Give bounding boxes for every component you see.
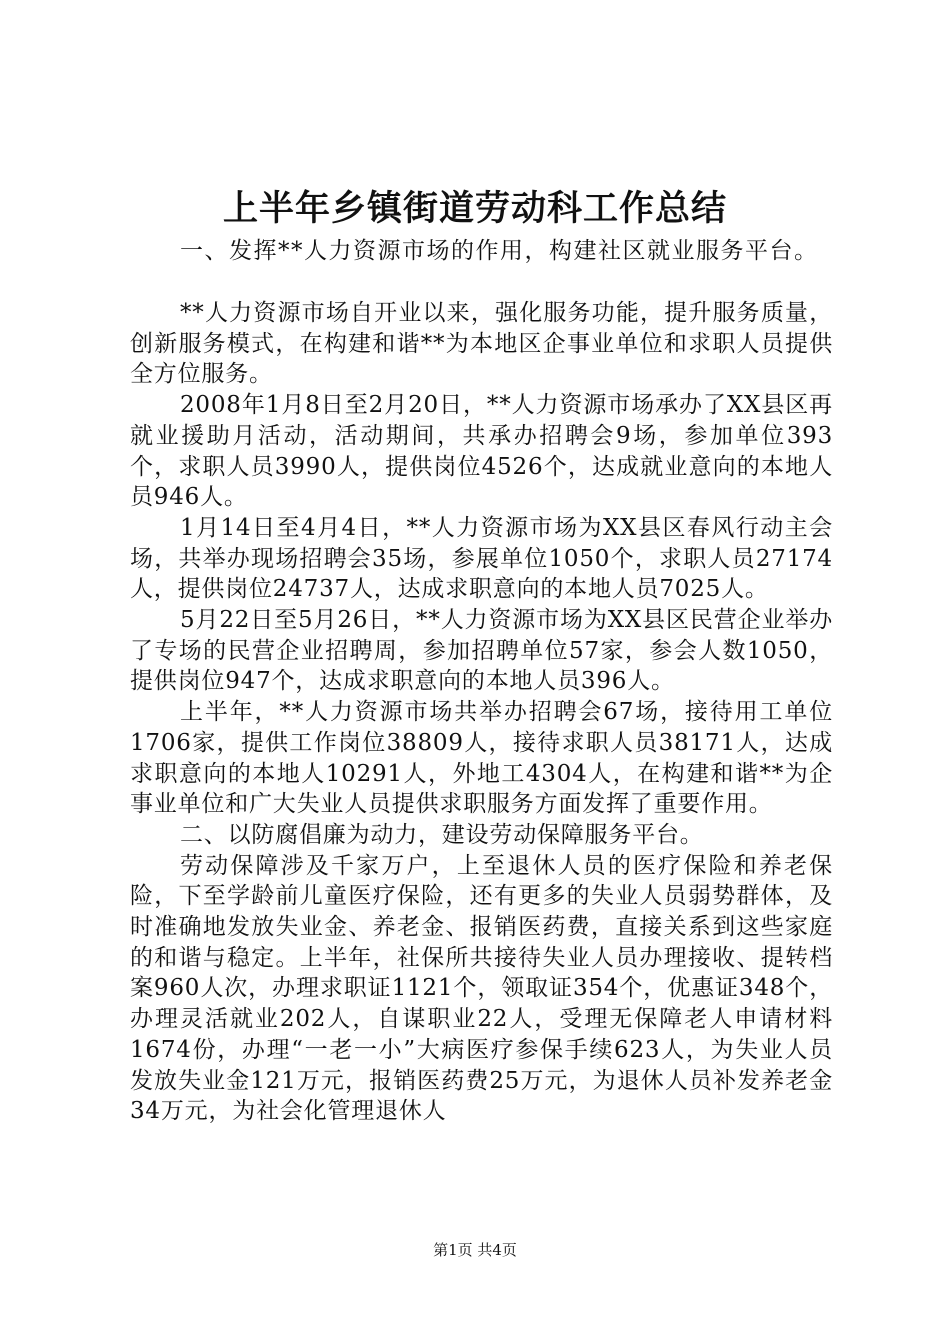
paragraph-assistance-month: 2008年1月8日至2月20日，**人力资源市场承办了XX县区再就业援助月活动，活动期间，共承办招聘会9场，参加单位393个，求职人员3990人，提供岗位4526个，达成就业意向的本地人员946人。 — [130, 392, 833, 511]
paragraph-intro: **人力资源市场自开业以来，强化服务功能，提升服务质量，创新服务模式，在构建和谐**为本地区企事业单位和求职人员提供全方位服务。 — [130, 300, 833, 388]
document-body — [130, 298, 833, 1127]
paragraph-private-enterprise-week: 5月22日至5月26日，**人力资源市场为XX县区民营企业举办了专场的民营企业招聘周，参加招聘单位57家，参会人数1050，提供岗位947个，达成求职意向的本地人员396人。 — [130, 607, 833, 695]
paragraph-spring-action: 1月14日至4月4日，**人力资源市场为XX县区春风行动主会场，共举办现场招聘会35场，参展单位1050个，求职人员27174人，提供岗位24737人，达成求职意向的本地人员7025人。 — [130, 514, 833, 603]
paragraph-half-year-summary: 上半年，**人力资源市场共举办招聘会67场，接待用工单位1706家，提供工作岗位38809人，接待求职人员38171人，达成求职意向的本地人10291人，外地工4304人，在构建和谐**为企事业单位和广大失业人员提供求职服务方面发挥了重要作用。 — [130, 699, 833, 818]
page-footer: 第1页 共4页 — [433, 1241, 517, 1259]
paragraph-labor-security: 劳动保障涉及千家万户，上至退休人员的医疗保险和养老保险，下至学龄前儿童医疗保险，还有更多的失业人员弱势群体，及时准确地发放失业金、养老金、报销医药费，直接关系到这些家庭的和谐与稳定。上半年，社保所共接待失业人员办理接收、提转档案960人次，办理求职证1121个，领取证354个，优惠证348个，办理灵活就业202人，自谋职业22人，受理无保障老人申请材料1674份，办理“一老一小”大病医疗参保手续623人，为失业人员发放失业金121万元，报销医药费25万元，为退休人员补发养老金34万元，为社会化管理退休人 — [130, 852, 833, 1125]
document-title: 上半年乡镇街道劳动科工作总结 — [222, 188, 727, 229]
section-heading-2: 二、以防腐倡廉为动力，建设劳动保障服务平台。 — [180, 821, 704, 848]
section-heading-1: 一、发挥**人力资源市场的作用，构建社区就业服务平台。 — [180, 238, 819, 264]
